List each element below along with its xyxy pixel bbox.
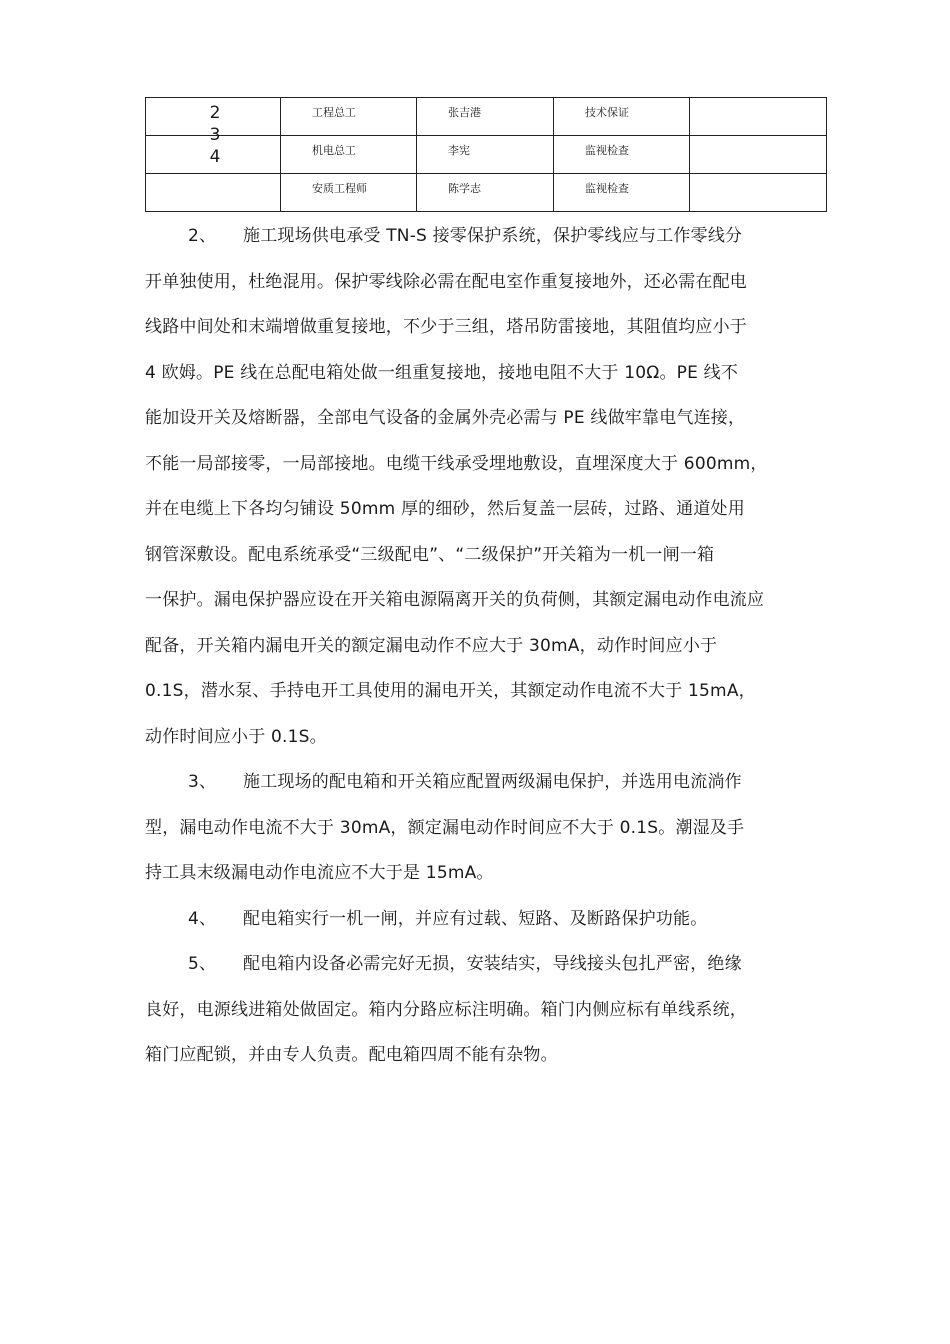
- duty-cell: 监视检查: [554, 136, 690, 174]
- paragraph-line: [145, 944, 813, 990]
- line-text: 施工现场的配电箱和开关箱应配置两级漏电保护，并选用电流淌作: [243, 772, 742, 792]
- paragraph-number: 2、: [188, 226, 217, 246]
- table-row: [146, 98, 827, 136]
- number-cell: [146, 98, 281, 167]
- paragraph-line: [145, 899, 813, 945]
- responsibility-table: [145, 97, 827, 212]
- note-cell: [690, 174, 827, 212]
- paragraph-line: 并在电缆上下各均匀铺设 50mm 厚的细砂，然后复盖一层砖，过路、通道处用: [145, 499, 745, 519]
- note-cell: [690, 136, 827, 174]
- paragraph-line: 0.1S，潜水泵、手持电开工具使用的漏电开关，其额定动作电流不大于 15mA，: [145, 681, 756, 701]
- row-number: 4: [209, 147, 221, 167]
- duty-cell: 技术保证: [554, 98, 690, 136]
- table-row: [146, 136, 827, 174]
- row-number: 2: [209, 103, 221, 123]
- line-text: 配电箱内设备必需完好无损，安装结实，导线接头包扎严密，绝缘: [243, 954, 742, 974]
- duty-cell: 监视检查: [554, 174, 690, 212]
- paragraph-line: 4 欧姆。PE 线在总配电箱处做一组重复接地，接地电阻不大于 10Ω。PE 线不: [145, 362, 739, 383]
- paragraph-number: 5、: [188, 954, 217, 974]
- paragraph-3: [145, 762, 813, 899]
- line-text: 配电箱实行一机一闸，并应有过载、短路、及断路保护功能。: [243, 908, 708, 929]
- note-cell: [690, 98, 827, 136]
- paragraph-number: 3、: [188, 772, 217, 792]
- paragraph-line: 线路中间处和末端增做重复接地，不少于三组，塔吊防雷接地，其阻值均应小于: [145, 317, 747, 337]
- paragraph-line: [145, 216, 813, 262]
- number-cell: [146, 174, 281, 212]
- number-cell: [146, 136, 281, 174]
- paragraph-number: 4、: [188, 908, 217, 929]
- line-text: 施工现场供电承受 TN-S 接零保护系统，保护零线应与工作零线分: [243, 226, 743, 246]
- paragraph-5: [145, 944, 813, 1081]
- paragraph-line: 良好，电源线进箱处做固定。箱内分路应标注明确。箱门内侧应标有单线系统，: [145, 999, 747, 1020]
- name-cell: 张吉港: [417, 98, 554, 136]
- paragraph-line: 钢管深敷设。配电系统承受“三级配电”、“二级保护”开关箱为一机一闸一箱: [145, 544, 715, 565]
- paragraph-2: [145, 216, 813, 762]
- paragraph-4: [145, 899, 813, 945]
- paragraph-line: 一保护。漏电保护器应设在开关箱电源隔离开关的负荷侧，其额定漏电动作电流应: [145, 590, 765, 610]
- paragraph-line: 不能一局部接零，一局部接地。电缆干线承受埋地敷设，直埋深度大于 600mm，: [145, 453, 768, 474]
- role-cell: 安质工程师: [281, 174, 417, 212]
- paragraph-line: 型，漏电动作电流不大于 30mA，额定漏电动作时间应不大于 0.1S。潮湿及手: [145, 817, 745, 838]
- table-row: [146, 174, 827, 212]
- paragraph-line: 能加设开关及熔断器，全部电气设备的金属外壳必需与 PE 线做牢靠电气连接，: [145, 408, 746, 428]
- paragraph-line: 持工具末级漏电动作电流应不大于是 15mA。: [145, 863, 494, 883]
- paragraph-line: [145, 762, 813, 808]
- paragraph-line: 配备，开关箱内漏电开关的额定漏电动作不应大于 30mA，动作时间应小于: [145, 635, 718, 656]
- role-cell: 机电总工: [281, 136, 417, 174]
- paragraph-line: 动作时间应小于 0.1S。: [145, 726, 327, 747]
- name-cell: 李宪: [417, 136, 554, 174]
- body-text: [145, 216, 813, 1081]
- paragraph-line: 箱门应配锁，并由专人负责。配电箱四周不能有杂物。: [145, 1045, 558, 1065]
- row-number: 3: [209, 125, 221, 145]
- paragraph-line: 开单独使用，杜绝混用。保护零线除必需在配电室作重复接地外，还必需在配电: [145, 271, 747, 292]
- name-cell: 陈学志: [417, 174, 554, 212]
- role-cell: 工程总工: [281, 98, 417, 136]
